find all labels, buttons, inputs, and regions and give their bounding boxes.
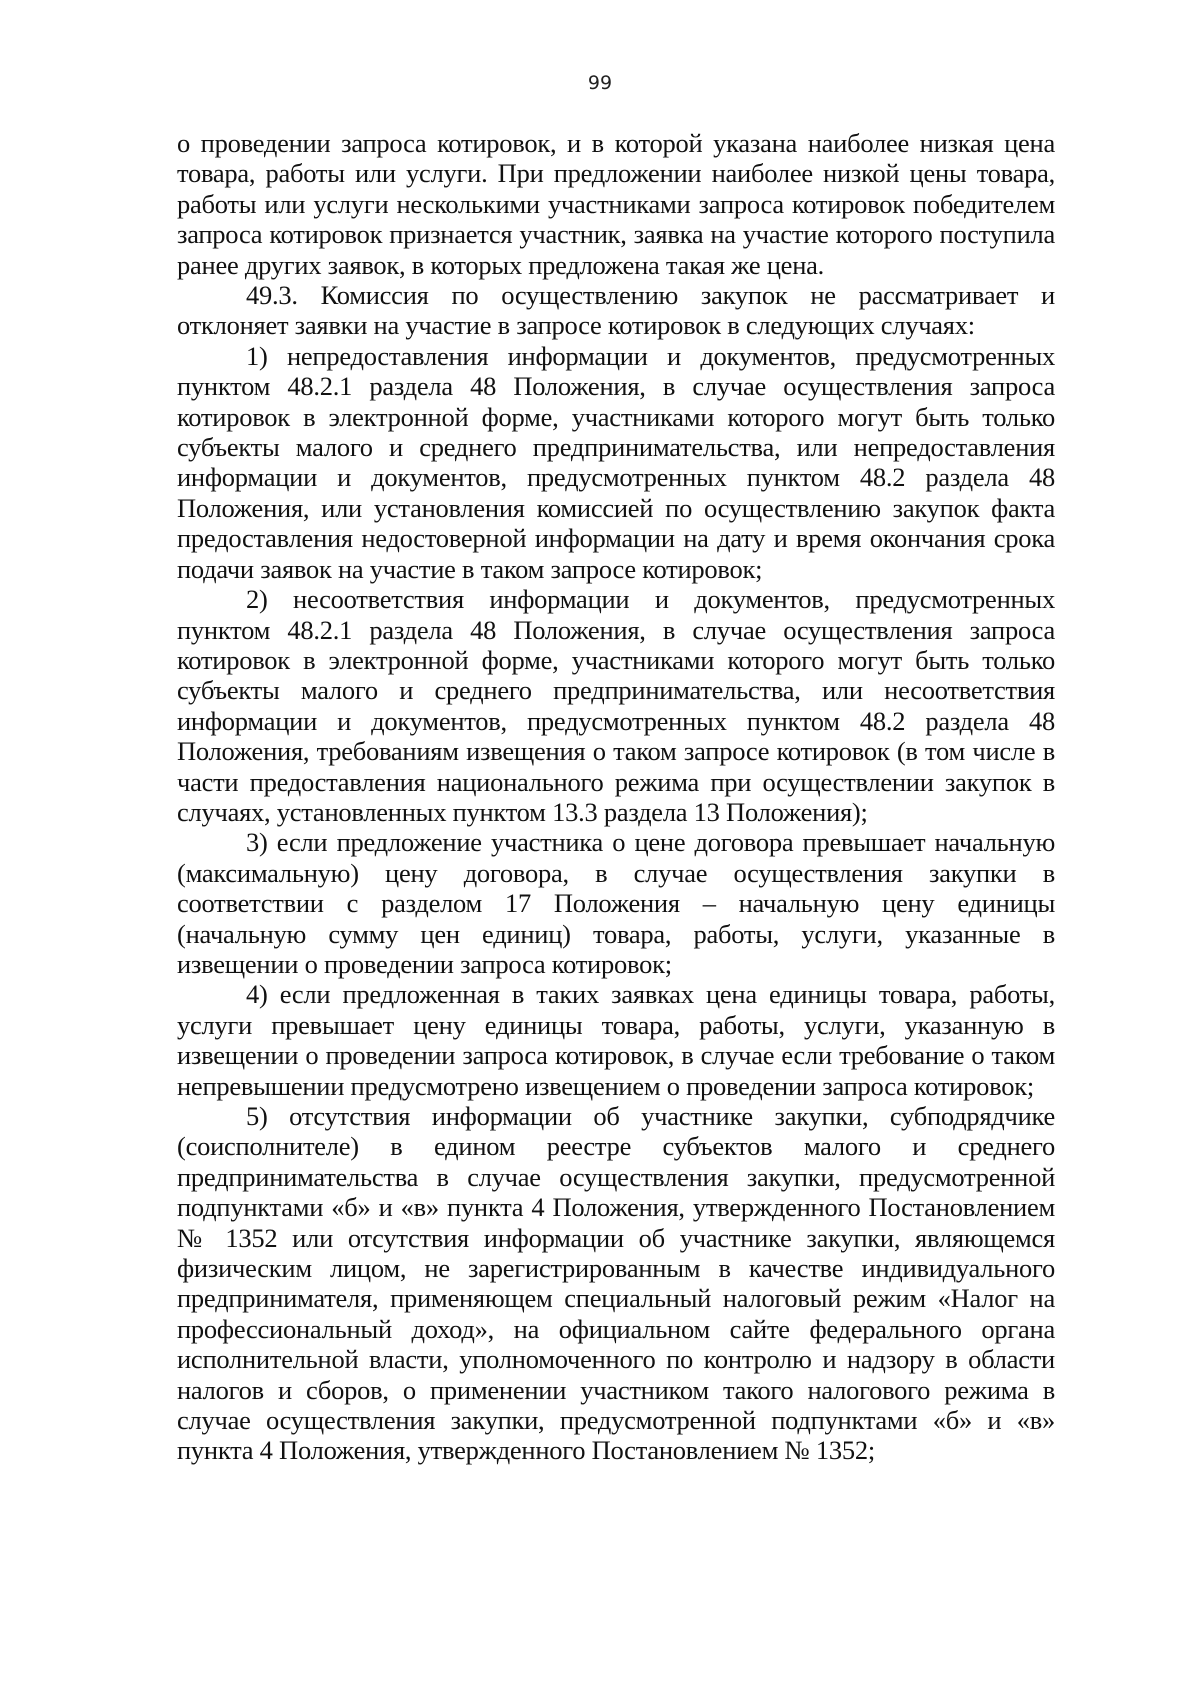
- page-number: 99: [587, 72, 613, 94]
- list-item-3: 3) если предложение участника о цене договора превышает начальную (максимальную) цену договора, в случае осуществления закупки в соответствии с разделом 17 Положения – начальную цену единицы (начальную сумму цен единиц) товара, работы, услуги, указанные в извещении о проведении запроса котировок;: [177, 827, 1055, 979]
- list-item-4: 4) если предложенная в таких заявках цена единицы товара, работы, услуги превышает цену единицы товара, работы, услуги, указанную в извещении о проведении запроса котировок, в случае если требование о таком непревышении предусмотрено извещением о проведении запроса котировок;: [177, 979, 1055, 1101]
- list-item-5: 5) отсутствия информации об участнике закупки, субподрядчике (соисполнителе) в едином реестре субъектов малого и среднего предпринимательства в случае осуществления закупки, предусмотренной подпунктами «б» и «в» пункта 4 Положения, утвержденного Постановлением № 1352 или отсутствия информации об участнике закупки, являющемся физическим лицом, не зарегистрированным в качестве индивидуального предпринимателя, применяющем специальный налоговый режим «Налог на профессиональный доход», на официальном сайте федерального органа исполнительной власти, уполномоченного по контролю и надзору в области налогов и сборов, о применении участником такого налогового режима в случае осуществления закупки, предусмотренной подпунктами «б» и «в» пункта 4 Положения, утвержденного Постановлением № 1352;: [177, 1101, 1055, 1466]
- document-body: [177, 128, 1055, 1466]
- paragraph-continuation: о проведении запроса котировок, и в которой указана наиболее низкая цена товара, работы или услуги. При предложении наиболее низкой цены товара, работы или услуги несколькими участниками запроса котировок победителем запроса котировок признается участник, заявка на участие которого поступила ранее других заявок, в которых предложена такая же цена.: [177, 128, 1055, 280]
- paragraph-49-3: 49.3. Комиссия по осуществлению закупок не рассматривает и отклоняет заявки на участие в запросе котировок в следующих случаях:: [177, 280, 1055, 341]
- list-item-2: 2) несоответствия информации и документов, предусмотренных пунктом 48.2.1 раздела 48 Положения, в случае осуществления запроса котировок в электронной форме, участниками которого могут быть только субъекты малого и среднего предпринимательства, или несоответствия информации и документов, предусмотренных пунктом 48.2 раздела 48 Положения, требованиям извещения о таком запросе котировок (в том числе в части предоставления национального режима при осуществлении закупок в случаях, установленных пунктом 13.3 раздела 13 Положения);: [177, 584, 1055, 827]
- list-item-1: 1) непредоставления информации и документов, предусмотренных пунктом 48.2.1 раздела 48 Положения, в случае осуществления запроса котировок в электронной форме, участниками которого могут быть только субъекты малого и среднего предпринимательства, или непредоставления информации и документов, предусмотренных пунктом 48.2 раздела 48 Положения, или установления комиссией по осуществлению закупок факта предоставления недостоверной информации на дату и время окончания срока подачи заявок на участие в таком запросе котировок;: [177, 340, 1055, 584]
